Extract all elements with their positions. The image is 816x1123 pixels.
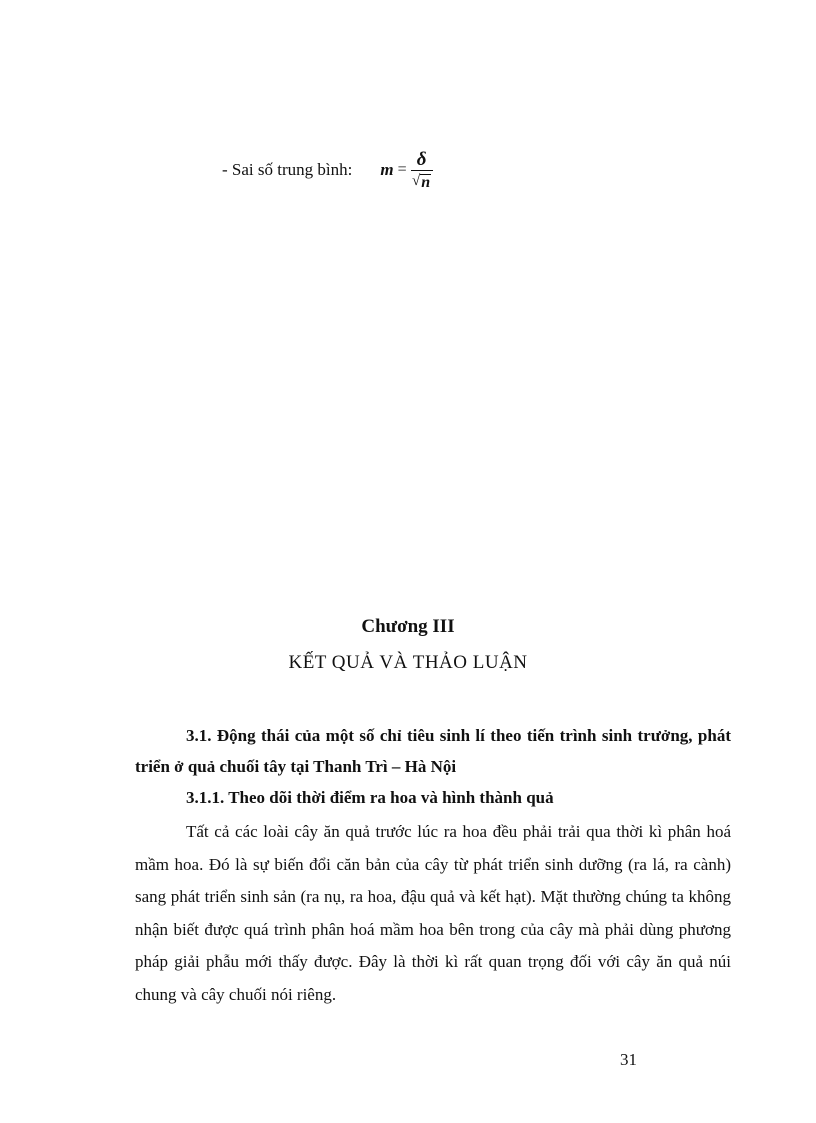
body-paragraph: Tất cả các loài cây ăn quả trước lúc ra hoa đều phải trải qua thời kì phân hoá mầm hoa. Đó là sự biến đổi căn bản của cây từ phát triển sinh dưỡng (ra lá, ra cành) sang phát triển sinh sản (ra nụ, ra hoa, đậu quả và kết hạt). Mặt thường chúng ta không nhận biết được quá trình phân hoá mầm hoa bên trong của cây mà phải dùng phương pháp giải phẫu mới thấy được. Đây là thời kì rất quan trọng đối với cây ăn quả núi chung và cây chuối nói riêng. [135,822,731,1004]
formula-denominator [412,171,431,191]
formula-numerator: δ [416,148,427,170]
formula-equals: = [397,161,407,178]
chapter-title: Chương III [361,616,455,637]
formula-label: - Sai số trung bình: [222,160,353,179]
chapter-subtitle: KẾT QUẢ VÀ THẢO LUẬN [288,652,528,673]
section-heading: 3.1. Động thái của một số chỉ tiêu sinh lí theo tiến trình sinh trưởng, phát triển ở quả chuối tây tại Thanh Trì – Hà Nội [135,726,731,776]
sqrt-argument: n [421,173,431,191]
sqrt-icon: √ [412,172,421,189]
subsection-heading: 3.1.1. Theo dõi thời điểm ra hoa và hình thành quả [186,788,554,807]
formula-line [222,145,433,195]
formula-fraction [411,150,433,191]
page-number: 31 [620,1050,637,1069]
formula-lhs: m [380,160,394,179]
mean-error-formula [380,150,432,191]
